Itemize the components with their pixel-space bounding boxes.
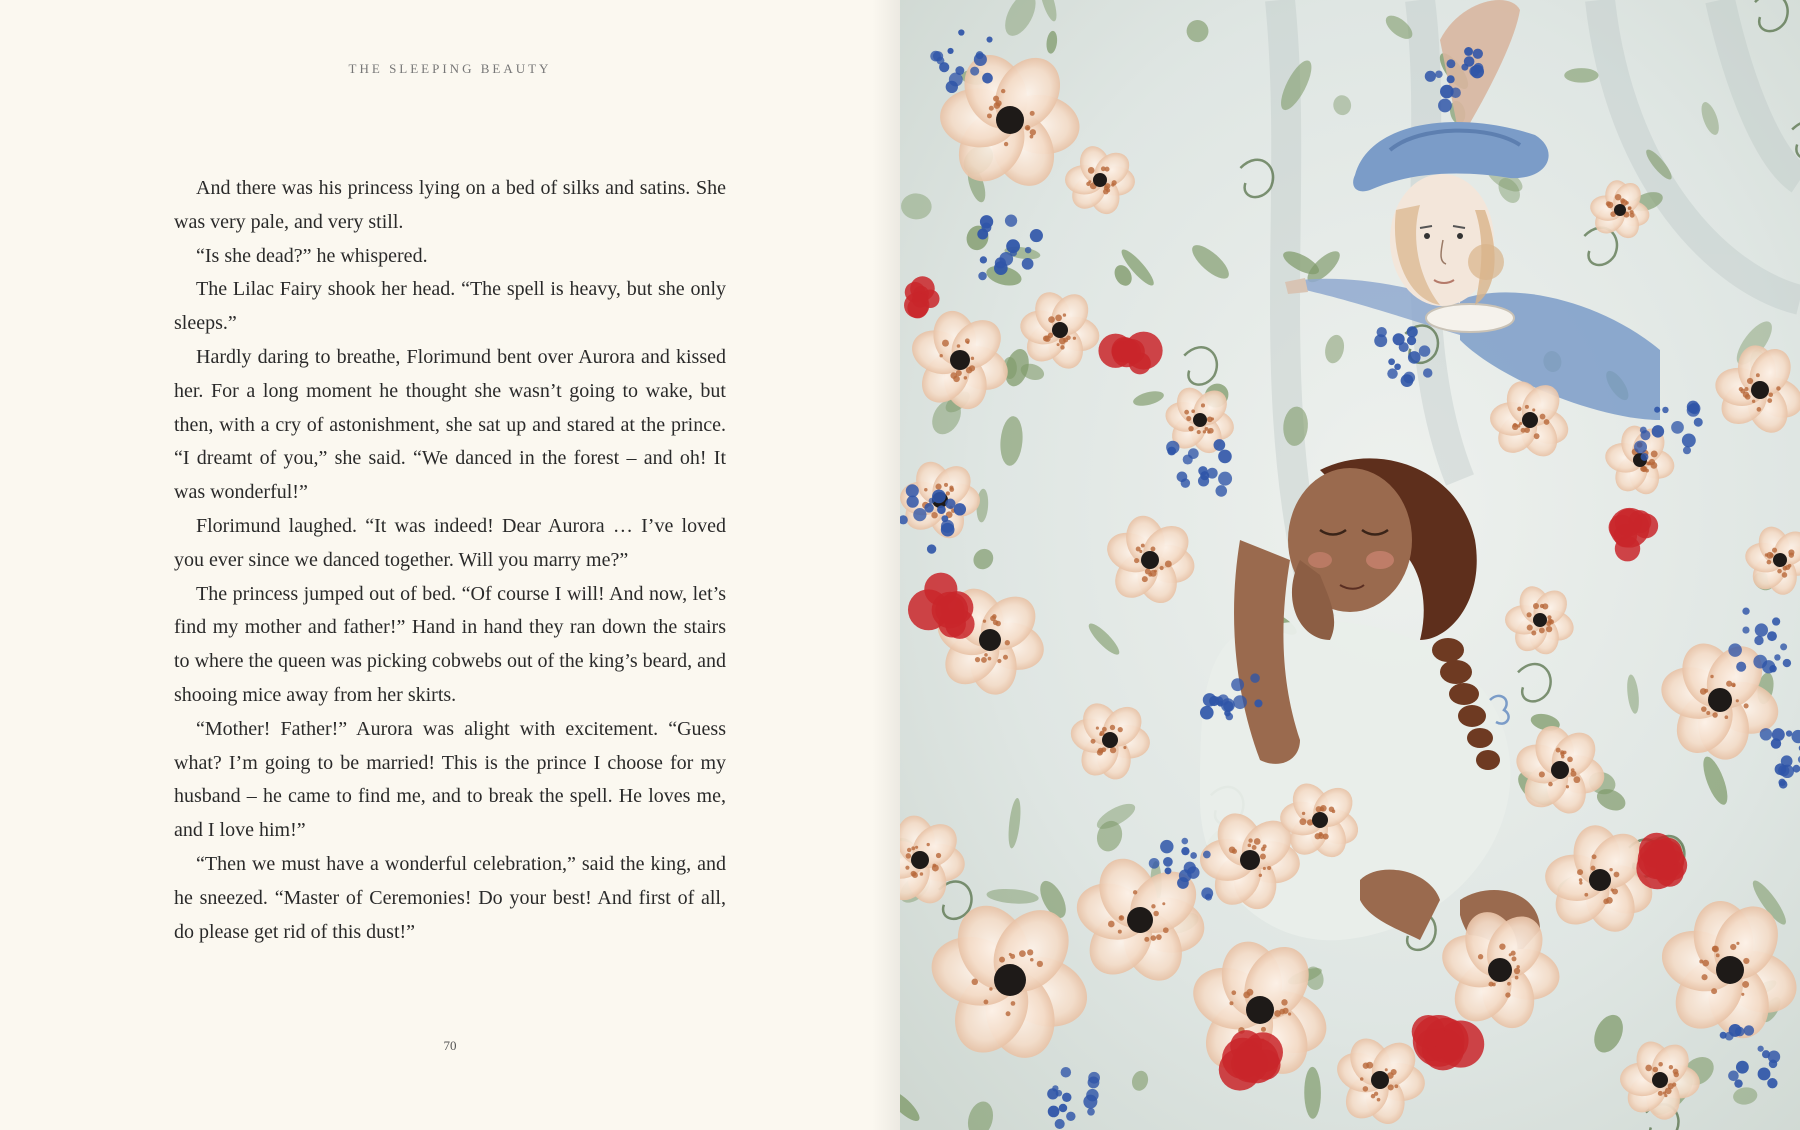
paragraph: Florimund laughed. “It was indeed! Dear Aurora … I’ve loved you ever since we danced together. Will you marry me?” [174,514,726,571]
story-text [174,172,726,949]
paragraph: Hardly daring to breathe, Florimund bent over Aurora and kissed her. For a long moment he thought she wasn’t going to wake, but then, with a cry of astonishment, she sat up and stared at the prince. “I dreamt of you,” she said. “We danced in the forest – and oh! It was wonderful!” [174,345,726,504]
paragraph: “Mother! Father!” Aurora was alight with excitement. “Guess what? I’m going to be married! This is the prince I choose for my husband – he came to find me, and to break the spell. He loves me, and I love him!” [174,717,726,842]
paragraph: “Is she dead?” he whispered. [196,244,428,267]
paragraph: The princess jumped out of bed. “Of course I will! And now, let’s find my mother and father!” Hand in hand they ran down the stairs to where the queen was picking cobwebs out of the king’s beard, and shooing mice away from her skirts. [174,582,726,706]
leaf [1564,68,1598,83]
running-head: THE SLEEPING BEAUTY [348,61,552,76]
page-number: 70 [443,1038,457,1053]
paragraph: The Lilac Fairy shook her head. “The spell is heavy, but she only sleeps.” [174,278,726,335]
paragraph: And there was his princess lying on a bed of silks and satins. She was very pale, and very still. [174,177,726,233]
paragraph: “Then we must have a wonderful celebration,” said the king, and he sneezed. “Master of Ceremonies! Do your best! And first of all, do please get rid of this dust!” [174,852,726,943]
illustration-page [900,0,1800,1130]
watercolor-illustration [900,0,1800,1130]
